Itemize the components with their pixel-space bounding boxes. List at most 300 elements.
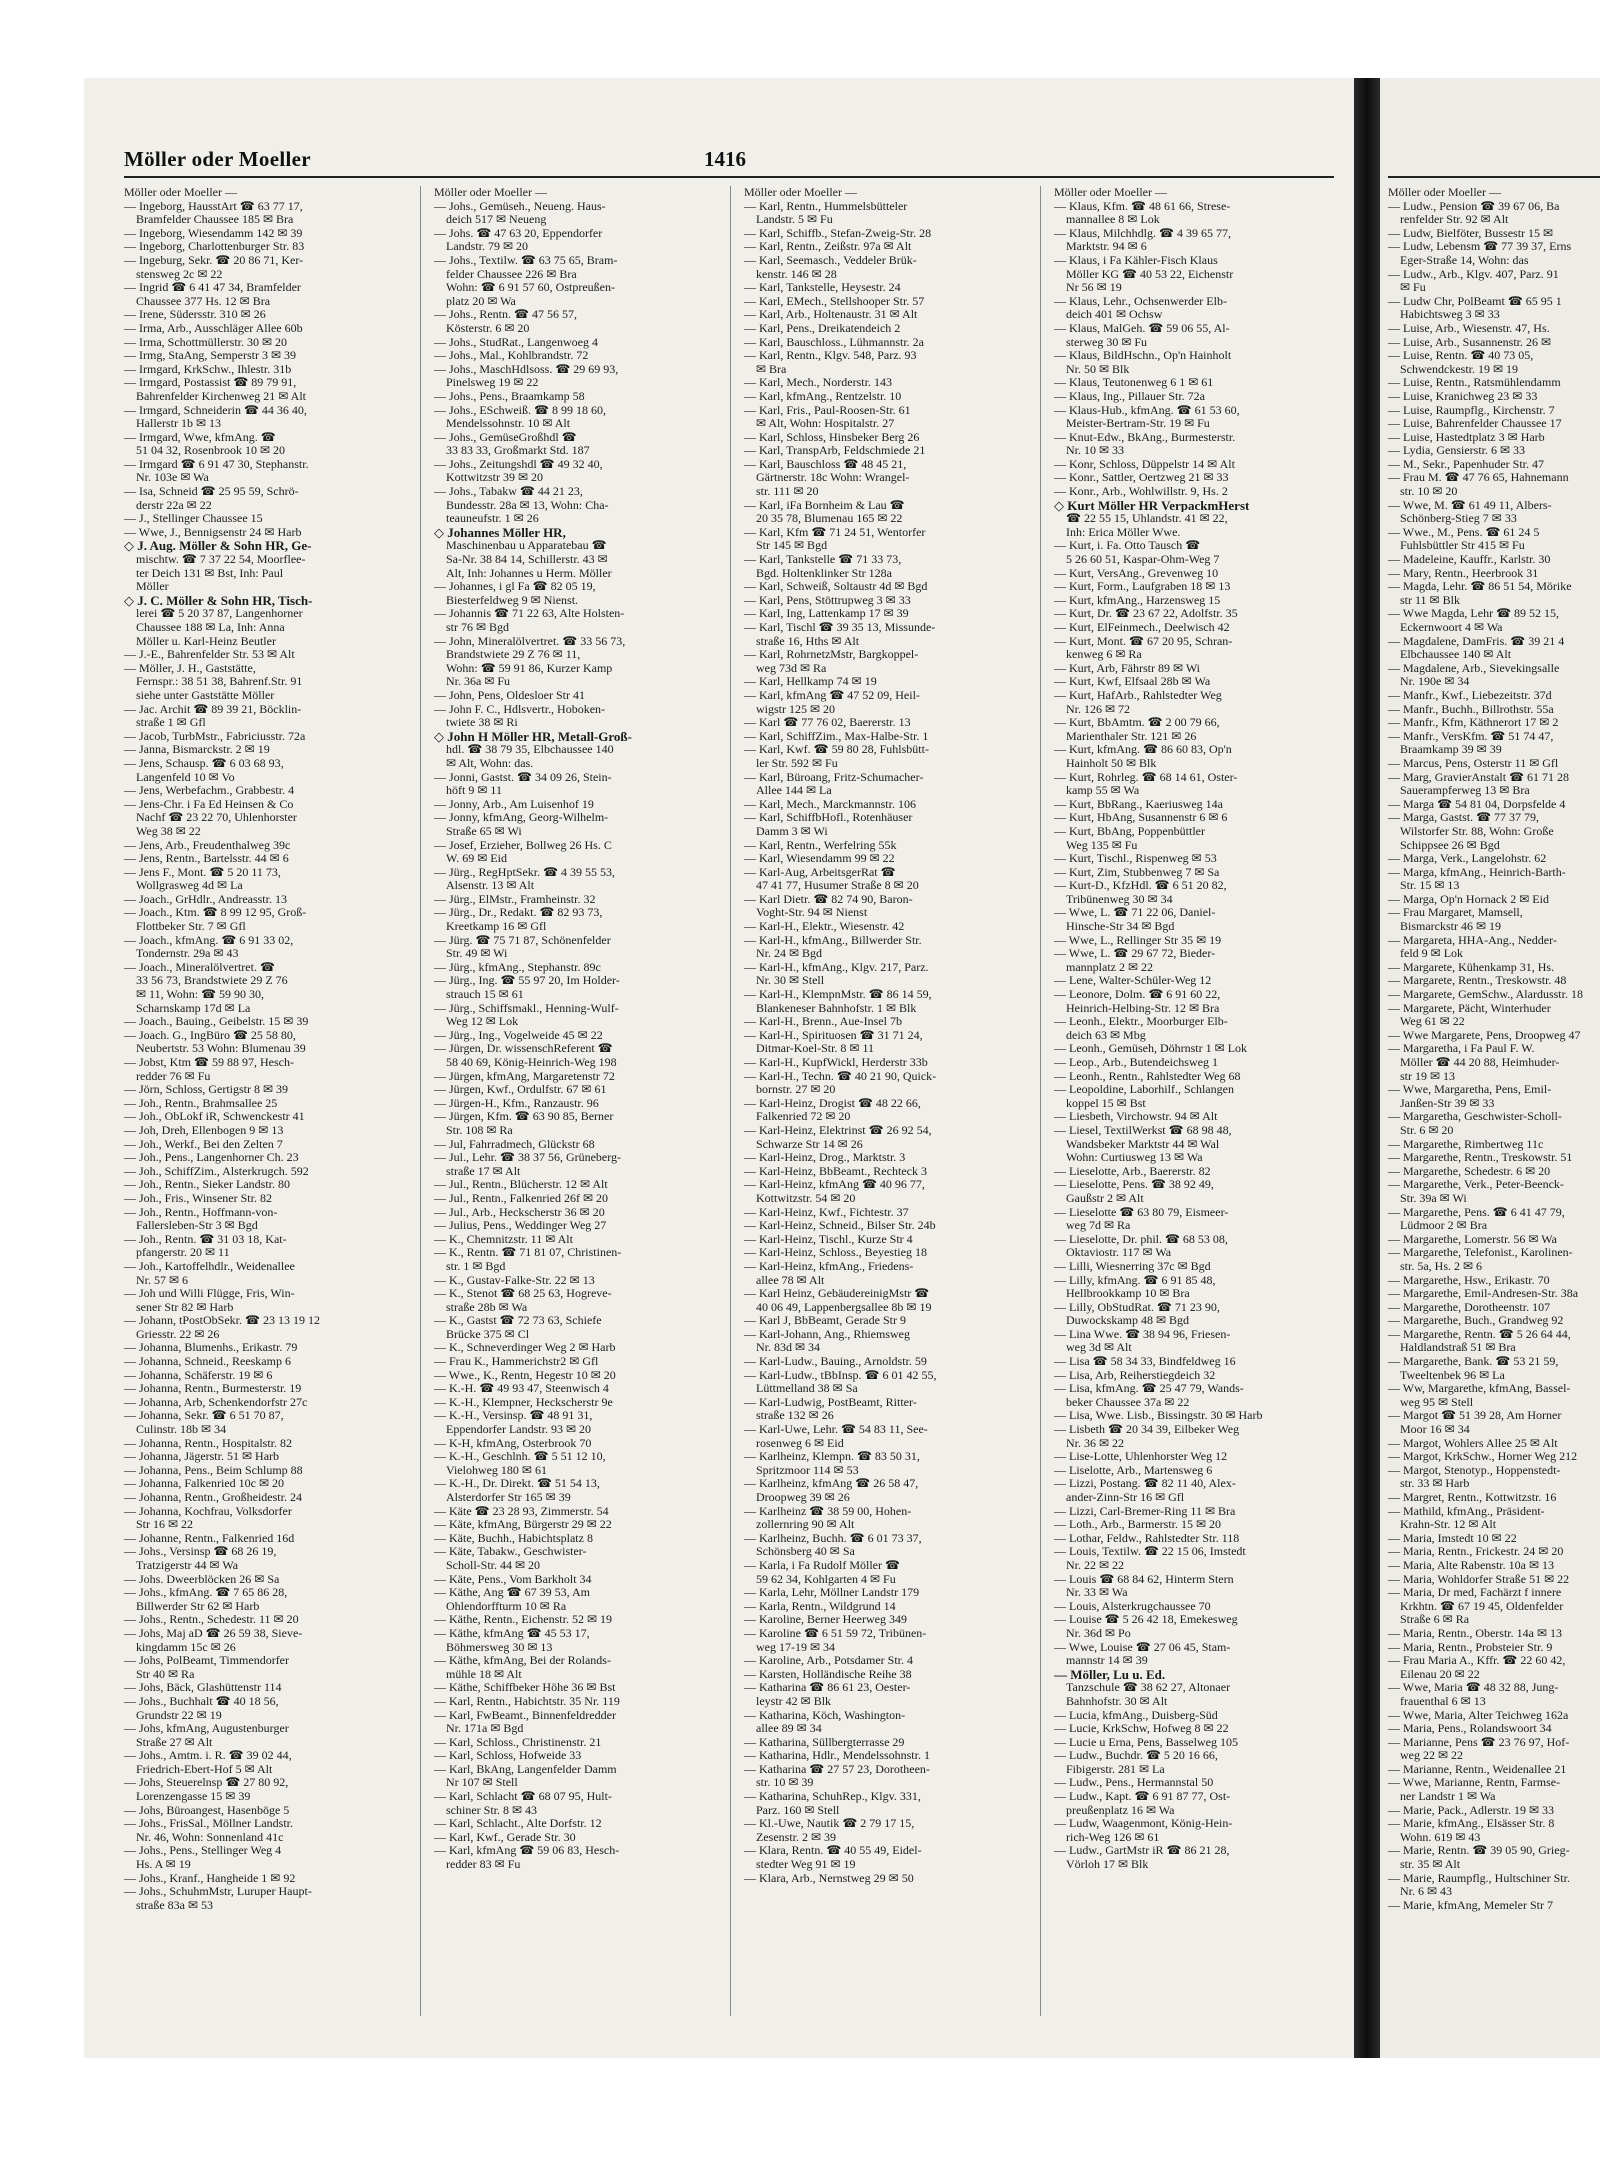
directory-entry: Nr. 24 ✉ Bgd	[756, 947, 823, 961]
directory-entry: — Karl-Uwe, Lehr. ☎ 54 83 11, See-	[744, 1423, 928, 1437]
directory-entry: kenweg 6 ✉ Ra	[1066, 648, 1142, 662]
directory-entry: ✉ Bra	[756, 362, 787, 376]
directory-entry: — Jul., Lehr. ☎ 38 37 56, Grüneberg-	[434, 1151, 622, 1165]
directory-entry: — Ingeborg, HausstArt ☎ 63 77 17,	[124, 199, 303, 213]
directory-entry: — K.-H., Klempner, Heckscherstr 9e	[434, 1395, 613, 1409]
directory-entry: — Jürg., kfmAng., Stephanstr. 89c	[434, 960, 601, 974]
directory-entry: — Jürg. ☎ 75 71 87, Schönenfelder	[434, 933, 611, 947]
column-entries	[1388, 200, 1600, 1913]
directory-entry: 5 26 60 51, Kaspar-Ohm-Weg 7	[1066, 553, 1220, 567]
directory-entry: — Karl, Tankstelle, Heysestr. 24	[744, 281, 901, 295]
directory-entry: — Klaus, Ing., Pillauer Str. 72a	[1054, 389, 1205, 403]
directory-entry: — Leop., Arb., Butendeichsweg 1	[1054, 1056, 1218, 1069]
directory-entry: — Karl-Heinz, Schneid., Bilser Str. 24b	[744, 1219, 936, 1233]
directory-entry: platz 20 ✉ Wa	[446, 294, 516, 308]
directory-entry: — Luise, Rentn. ☎ 40 73 05,	[1388, 349, 1534, 363]
directory-entry: — Jonni, Gastst. ☎ 34 09 26, Stein-	[434, 770, 612, 784]
directory-entry: — Lisa, kfmAng. ☎ 25 47 79, Wands-	[1054, 1382, 1244, 1396]
directory-entry: — Käthe, Ang ☎ 67 39 53, Am	[434, 1586, 590, 1600]
directory-entry: — K.-H., Geschlnh. ☎ 5 51 12 10,	[434, 1450, 606, 1464]
directory-entry: Hainholt 50 ✉ Blk	[1066, 756, 1157, 770]
directory-entry: Hallerstr 1b ✉ 13	[136, 417, 222, 431]
scan-background	[84, 78, 1600, 2058]
directory-entry: — Jac. Archit ☎ 89 39 21, Böcklin-	[124, 702, 302, 716]
directory-entry: — Margarethe, Rentn. ☎ 5 26 64 44,	[1388, 1327, 1571, 1341]
directory-entry: — Katharina, SchuhRep., Klgv. 331,	[744, 1790, 921, 1804]
directory-entry: — Karl-H., Brenn., Aue-Insel 7b	[744, 1015, 902, 1029]
directory-entry: — Joach., GrHdlr., Andreasstr. 13	[124, 892, 287, 906]
directory-entry: — Karl, RohrnetzMstr, Bargkoppel-	[744, 648, 919, 662]
directory-entry: Billwerder Str 62 ✉ Harb	[136, 1599, 260, 1613]
directory-entry: — Leonh., Rentn., Rahlstedter Weg 68	[1054, 1069, 1241, 1083]
directory-entry: — Karl, Rentn., Klgv. 548, Parz. 93	[744, 349, 917, 363]
directory-entry: ✉ Fu	[1400, 281, 1426, 295]
directory-entry: twiete 38 ✉ Ri	[446, 716, 518, 730]
directory-entry: wigstr 125 ✉ 20	[756, 702, 836, 716]
directory-entry: — Karl, Schiffb., Stefan-Zweig-Str. 28	[744, 226, 932, 240]
directory-entry: sener Str 82 ✉ Harb	[136, 1300, 234, 1314]
directory-entry: str. 10 ✉ 20	[1400, 485, 1458, 499]
directory-entry: Bramfelder Chaussee 185 ✉ Bra	[136, 213, 294, 227]
directory-entry: — Kurt, kfmAng. ☎ 86 60 83, Op'n	[1054, 743, 1232, 757]
directory-entry: Wohn: ☎ 59 91 86, Kurzer Kamp	[446, 661, 613, 675]
directory-entry: Friedrich-Ebert-Hof 5 ✉ Alt	[136, 1762, 273, 1776]
directory-entry: Nr. 50 ✉ Blk	[1066, 362, 1130, 376]
directory-entry: — Klaus, MalGeh. ☎ 59 06 55, Al-	[1054, 321, 1230, 335]
directory-entry: — Johs., Zeitungshdl ☎ 49 32 40,	[434, 457, 603, 471]
directory-entry: 51 04 32, Rosenbrook 10 ✉ 20	[136, 444, 286, 458]
directory-entry: — Joh., Rentn., Sieker Landstr. 80	[124, 1178, 290, 1192]
directory-entry: Marktstr. 94 ✉ 6	[1066, 240, 1147, 254]
directory-entry: — Luise, Kranichweg 23 ✉ 33	[1388, 389, 1538, 403]
directory-entry: — Marie, kfmAng, Memeler Str 7	[1388, 1898, 1553, 1912]
directory-entry: — Margarethe, Emil-Andresen-Str. 38a	[1388, 1287, 1579, 1301]
directory-entry: — Wwe, M. ☎ 61 49 11, Albers-	[1388, 498, 1552, 512]
directory-entry: — Luise, Rentn., Ratsmühlendamm	[1388, 376, 1561, 390]
directory-entry: — Joh und Willi Flügge, Fris, Win-	[124, 1287, 295, 1301]
directory-entry: — Leonh., Elektr., Moorburger Elb-	[1054, 1015, 1228, 1029]
directory-entry: koppel 15 ✉ Bst	[1066, 1096, 1146, 1110]
directory-entry: Nr. 6 ✉ 43	[1400, 1885, 1453, 1899]
directory-entry: deich 517 ✉ Neueng	[446, 213, 547, 227]
directory-entry: — Manfr., Buchh., Billrothstr. 55a	[1388, 702, 1554, 716]
directory-entry: — K.-H. ☎ 49 93 47, Steenwisch 4	[434, 1382, 609, 1396]
directory-entry: Biesterfeldweg 9 ✉ Nienst.	[446, 593, 579, 607]
directory-entry: — Johs., kfmAng. ☎ 7 65 86 28,	[124, 1586, 288, 1600]
page-title: Möller oder Moeller	[124, 147, 311, 171]
directory-entry: Duwockskamp 48 ✉ Bgd	[1066, 1314, 1190, 1328]
directory-entry: — Kurt, HafArb., Rahlstedter Weg	[1054, 688, 1222, 702]
directory-entry: — Maria, Alte Rabenstr. 10a ✉ 13	[1388, 1558, 1555, 1572]
directory-entry: — Ludw., Buchdr. ☎ 5 20 16 66,	[1054, 1749, 1218, 1763]
directory-entry: ander-Zinn-Str 16 ✉ Gfl	[1066, 1491, 1185, 1504]
directory-entry: — Käte ☎ 23 28 93, Zimmerstr. 54	[434, 1504, 609, 1518]
directory-entry: feld 9 ✉ Lok	[1400, 947, 1464, 961]
directory-entry: Weg 135 ✉ Fu	[1066, 838, 1138, 852]
directory-entry: deich 63 ✉ Mbg	[1066, 1028, 1146, 1042]
directory-entry: Nr. 10 ✉ 33	[1066, 444, 1125, 458]
directory-entry: — Jens F., Mont. ☎ 5 20 11 73,	[124, 865, 281, 879]
directory-entry: — Katharina, Süllbergterrasse 29	[744, 1735, 905, 1749]
directory-entry: — Marie, Rentn. ☎ 39 05 90, Grieg-	[1388, 1844, 1570, 1858]
directory-entry: — Karl-Heinz, kfmAng., Friedens-	[744, 1259, 914, 1273]
directory-entry: — Margarethe, Lomerstr. 56 ✉ Wa	[1388, 1232, 1557, 1246]
directory-entry: Straße 27 ✉ Alt	[136, 1735, 213, 1749]
directory-entry: Weg 12 ✉ Lok	[446, 1015, 519, 1029]
directory-entry: — Marie, Pack., Adlerstr. 19 ✉ 33	[1388, 1803, 1555, 1817]
directory-entry: — Marie, Raumpflg., Hultschiner Str.	[1388, 1871, 1570, 1885]
directory-entry: — Jonny, Arb., Am Luisenhof 19	[434, 797, 594, 811]
directory-entry: — Karl, Pens., Dreikatendeich 2	[744, 321, 901, 335]
directory-entry: Fuhlsbüttler Str 415 ✉ Fu	[1400, 539, 1525, 553]
directory-entry: — Johanna, Schneid., Reeskamp 6	[124, 1355, 291, 1369]
directory-entry: Krahn-Str. 12 ✉ Alt	[1400, 1518, 1497, 1532]
directory-entry: — Johanna, Rentn., Großheidestr. 24	[124, 1491, 302, 1504]
directory-entry: rosenweg 6 ✉ Eid	[756, 1436, 844, 1450]
directory-entry: — Karl-Aug, ArbeitsgerRat ☎	[744, 865, 896, 879]
directory-entry: Weg 38 ✉ 22	[136, 824, 201, 838]
directory-entry: — Leonh., Gemüseh, Döhrnstr 1 ✉ Lok	[1054, 1042, 1248, 1056]
directory-entry: — J., Stellinger Chaussee 15	[124, 512, 263, 526]
directory-entry: Gaußstr 2 ✉ Alt	[1066, 1191, 1144, 1205]
directory-entry: deich 401 ✉ Ochsw	[1066, 308, 1163, 322]
directory-entry: — Karl, Rentn., Zeißstr. 97a ✉ Alt	[744, 240, 912, 254]
directory-entry: Möller KG ☎ 40 53 22, Eichenstr	[1066, 267, 1234, 281]
directory-entry: — Lieselotte, Dr. phil. ☎ 68 53 08,	[1054, 1232, 1228, 1246]
directory-entry: Kottwitzstr 39 ✉ 20	[446, 471, 544, 485]
directory-entry: — Manfr., VersKfm. ☎ 51 74 47,	[1388, 729, 1554, 743]
directory-entry: — Joh., ObLokf iR, Schwenckestr 41	[124, 1110, 305, 1124]
directory-entry: — Luise, Bahrenfelder Chaussee 17	[1388, 417, 1562, 431]
directory-entry: — Maria, Imstedt 10 ✉ 22	[1388, 1531, 1517, 1545]
adjacent-page	[1380, 78, 1600, 2058]
directory-entry: — Johanne, Rentn., Falkenried 16d	[124, 1531, 295, 1545]
directory-entry: — Lieselotte ☎ 63 80 79, Eismeer-	[1054, 1205, 1229, 1219]
directory-entry: — Karl J, BbBeamt, Gerade Str 9	[744, 1314, 906, 1328]
directory-entry: — Karoline, Berner Heerweg 349	[744, 1613, 907, 1627]
directory-entry: Straße 6 ✉ Ra	[1400, 1613, 1470, 1627]
directory-entry: — Joh., Rentn., Hoffmann-von-	[124, 1205, 278, 1219]
directory-entry: — Johs., MaschHdlsoss. ☎ 29 69 93,	[434, 362, 619, 376]
directory-entry: — Maria, Pens., Rolandswoort 34	[1388, 1722, 1552, 1736]
directory-entry: — Ww, Margarethe, kfmAng, Bassel-	[1388, 1382, 1571, 1396]
directory-entry: weg 3d ✉ Alt	[1066, 1341, 1132, 1355]
directory-entry: — Luise, Raumpflg., Kirchenstr. 7	[1388, 403, 1555, 417]
directory-entry: — Jens, Arb., Freudenthalweg 39c	[124, 838, 291, 852]
directory-entry: weg 73d ✉ Ra	[756, 661, 827, 675]
directory-entry: — Manfr., Kfm, Käthnerort 17 ✉ 2	[1388, 716, 1559, 730]
book-spine	[1354, 78, 1380, 2058]
directory-entry: — Maria, Wohldorfer Straße 51 ✉ 22	[1388, 1572, 1570, 1586]
directory-entry: — Wwe, J., Bennigsenstr 24 ✉ Harb	[124, 525, 302, 539]
directory-entry: Str. 39a ✉ Wi	[1400, 1191, 1467, 1205]
directory-entry: — Jul, Fahrradmech, Glückstr 68	[434, 1137, 595, 1151]
directory-entry: allee 89 ✉ 34	[756, 1722, 822, 1736]
directory-entry: — Lilli, Wiesnerring 37c ✉ Bgd	[1054, 1259, 1211, 1273]
directory-entry: ◇ J. Aug. Möller & Sohn HR, Ge-	[124, 539, 312, 554]
directory-entry: str. 10 ✉ 39	[756, 1776, 814, 1790]
directory-entry: — Karl-Heinz, Schloss., Beyestieg 18	[744, 1246, 927, 1260]
directory-entry: kenstr. 146 ✉ 28	[756, 267, 837, 281]
directory-entry: — Madeleine, Kauffr., Karlstr. 30	[1388, 553, 1551, 567]
directory-entry: — Wwe, L. ☎ 29 67 72, Bieder-	[1054, 947, 1216, 961]
directory-entry: Landstr. 5 ✉ Fu	[756, 213, 833, 227]
directory-entry: — Margarethe, Buch., Grandweg 92	[1388, 1314, 1564, 1328]
directory-entry: — Marianne, Rentn., Weidenallee 21	[1388, 1762, 1567, 1776]
directory-entry: — Kurt, Form., Laufgraben 18 ✉ 13	[1054, 580, 1231, 594]
directory-entry: — Karl Dietr. ☎ 82 74 90, Baron-	[744, 892, 913, 906]
directory-entry: — Karl, Tischl ☎ 39 35 13, Missunde-	[744, 621, 936, 634]
directory-entry: Nr. 46, Wohn: Sonnenland 41c	[136, 1830, 284, 1844]
directory-entry: — Karl, SchiffZim., Max-Halbe-Str. 1	[744, 729, 929, 743]
directory-entry: — Margot, KrkSchw., Horner Weg 212	[1388, 1450, 1578, 1464]
directory-entry: — Karl-Heinz, Drog., Marktstr. 3	[744, 1151, 906, 1165]
directory-entry: — Marga, Gastst. ☎ 77 37 79,	[1388, 811, 1540, 825]
directory-entry: — K.-H., Dr. Direkt. ☎ 51 54 13,	[434, 1477, 600, 1491]
directory-entry: — Lieselotte, Arb., Baererstr. 82	[1054, 1164, 1211, 1178]
directory-entry: — Karl, Bauschloss ☎ 48 45 21,	[744, 457, 907, 471]
directory-entry: Spritzmoor 114 ✉ 53	[756, 1463, 859, 1477]
directory-entry: Schönberg-Stieg 7 ✉ 33	[1400, 512, 1517, 526]
directory-entry: Vielohweg 180 ✉ 61	[446, 1463, 547, 1477]
directory-entry: felder Chaussee 226 ✉ Bra	[446, 267, 577, 281]
directory-entry: — Johanna, Jägerstr. 51 ✉ Harb	[124, 1450, 280, 1464]
directory-entry: Möller ☎ 44 20 88, Heimhuder-	[1400, 1056, 1560, 1069]
directory-entry: — Julius, Pens., Weddinger Weg 27	[434, 1219, 607, 1233]
directory-entry: — Lucia, kfmAng., Duisberg-Süd	[1054, 1708, 1218, 1722]
directory-entry: Nr. 30 ✉ Stell	[756, 974, 825, 988]
adjacent-page-header	[1388, 136, 1600, 178]
directory-entry: schiner Str. 8 ✉ 43	[446, 1803, 538, 1817]
directory-entry: — Karl-Heinz, Drogist ☎ 48 22 66,	[744, 1096, 921, 1110]
directory-entry: — Margaretha, i Fa Paul F. W.	[1388, 1042, 1535, 1056]
directory-entry: Schippsee 26 ✉ Bgd	[1400, 838, 1500, 852]
directory-entry: Ditmar-Koel-Str. 8 ✉ 11	[756, 1042, 875, 1056]
directory-entry: Str 40 ✉ Ra	[136, 1667, 195, 1681]
directory-entry: — Irmgard, Wwe, kfmAng. ☎	[124, 430, 276, 444]
directory-entry: weg 22 ✉ 22	[1400, 1749, 1464, 1763]
directory-entry: — Joh, Dreh, Ellenbogen 9 ✉ 13	[124, 1123, 284, 1137]
directory-entry: — Jens, Werbefachm., Grabbestr. 4	[124, 784, 295, 798]
directory-entry: Eilenau 20 ✉ 22	[1400, 1667, 1480, 1681]
page-header	[124, 136, 1334, 178]
directory-entry: — Jens, Schausp. ☎ 6 03 68 93,	[124, 756, 284, 770]
directory-entry: — Karoline, Arb., Potsdamer Str. 4	[744, 1654, 913, 1668]
directory-entry: — K., Rentn. ☎ 71 81 07, Christinen-	[434, 1246, 622, 1260]
directory-entry: — Maria, Dr med, Fachärzt f innere	[1388, 1586, 1562, 1600]
directory-entry: Wohn. 619 ✉ 43	[1400, 1830, 1481, 1844]
column-heading: Möller oder Moeller —	[1388, 186, 1501, 199]
directory-entry: — Lene, Walter-Schüler-Weg 12	[1054, 974, 1212, 988]
directory-entry: Wohn: ☎ 6 91 57 60, Ostpreußen-	[446, 281, 615, 295]
directory-entry: — Möller, Lu u. Ed.	[1054, 1667, 1166, 1682]
directory-entry: — Karl, Arb., Holtenaustr. 31 ✉ Alt	[744, 308, 918, 322]
directory-entry: — Irma, Arb., Ausschläger Allee 60b	[124, 321, 303, 335]
directory-entry: — Johs., Amtm. i. R. ☎ 39 02 44,	[124, 1749, 292, 1763]
column-entries	[1054, 200, 1336, 1872]
column-heading: Möller oder Moeller —	[744, 186, 857, 199]
directory-entry: — Möller, J. H., Gaststätte,	[124, 661, 256, 675]
directory-entry: — Knut-Edw., BkAng., Burmesterstr.	[1054, 430, 1236, 444]
directory-entry: — Margarethe, Verk., Peter-Beenck-	[1388, 1178, 1564, 1192]
directory-entry: renfelder Str. 92 ✉ Alt	[1400, 213, 1509, 227]
directory-entry: — Jörn, Schloss, Gertigstr 8 ✉ 39	[124, 1083, 289, 1097]
directory-entry: 47 41 77, Husumer Straße 8 ✉ 20	[756, 879, 919, 893]
directory-entry: Allee 144 ✉ La	[756, 784, 832, 798]
directory-entry: — Louis, Textilw. ☎ 22 15 06, Imstedt	[1054, 1545, 1246, 1559]
directory-entry: Langenfeld 10 ✉ Vo	[136, 770, 235, 784]
directory-entry: straße 83a ✉ 53	[136, 1898, 214, 1912]
directory-entry: lerei ☎ 5 20 37 87, Langenhorner	[136, 607, 303, 621]
directory-entry: Wilstorfer Str. 88, Wohn: Große	[1400, 824, 1554, 838]
directory-entry: rich-Weg 126 ✉ 61	[1066, 1830, 1160, 1844]
directory-entry: — Karl, Bauschloss., Lühmannstr. 2a	[744, 335, 924, 349]
directory-entry: — Katharina ☎ 86 61 23, Oester-	[744, 1681, 911, 1695]
directory-entry: — Margarethe, Rentn., Treskowstr. 51	[1388, 1151, 1573, 1165]
directory-entry: — Jonny, kfmAng, Georg-Wilhelm-	[434, 811, 609, 825]
directory-entry: — Lina Wwe. ☎ 38 94 96, Friesen-	[1054, 1327, 1231, 1341]
directory-entry: — Joach. G., IngBüro ☎ 25 58 80,	[124, 1028, 296, 1042]
directory-entry: — Johannes, i gl Fa ☎ 82 05 19,	[434, 580, 596, 594]
directory-entry: — Lisa ☎ 58 34 33, Bindfeldweg 16	[1054, 1355, 1236, 1369]
directory-entry: — Jürg., RegHptSekr. ☎ 4 39 55 53,	[434, 865, 616, 879]
directory-entry: — Jürgen, kfmAng, Margaretenstr 72	[434, 1069, 615, 1083]
directory-entry: derstr 22a ✉ 22	[136, 498, 212, 512]
directory-entry: 20 35 78, Blumenau 165 ✉ 22	[756, 512, 903, 526]
directory-entry: Bgd. Holtenklinker Str 128a	[756, 566, 892, 580]
directory-entry: — Johanna, Sekr. ☎ 6 51 70 87,	[124, 1409, 284, 1423]
directory-entry: — Karl, Hellkamp 74 ✉ 19	[744, 675, 877, 689]
directory-entry: — Margarethe, Bank. ☎ 53 21 59,	[1388, 1355, 1559, 1369]
directory-entry: weg 95 ✉ Stell	[1400, 1395, 1474, 1409]
directory-entry: — Janna, Bismarckstr. 2 ✉ 19	[124, 743, 270, 757]
directory-entry: — Klara, Rentn. ☎ 40 55 49, Eidel-	[744, 1844, 922, 1858]
directory-entry: — Lilly, kfmAng. ☎ 6 91 85 48,	[1054, 1273, 1216, 1287]
directory-entry: teauneufstr. 1 ✉ 26	[446, 512, 539, 526]
directory-entry: Wandsbeker Marktstr 44 ✉ Wal	[1066, 1137, 1220, 1151]
directory-entry: — Käte, Buchh., Habichtsplatz 8	[434, 1531, 593, 1545]
directory-entry: — Ingeburg, Sekr. ☎ 20 86 71, Ker-	[124, 253, 304, 267]
directory-entry: str 19 ✉ 13	[1400, 1069, 1456, 1083]
directory-entry: straße 16, Hths ✉ Alt	[756, 634, 860, 648]
directory-entry: — Karl, Seemasch., Veddeler Brük-	[744, 253, 917, 267]
directory-entry: — Irmgard, Schneiderin ☎ 44 36 40,	[124, 403, 307, 417]
directory-entry: — Karl, Tankstelle ☎ 71 33 73,	[744, 553, 902, 567]
directory-entry: Bahrenfelder Kirchenweg 21 ✉ Alt	[136, 389, 306, 403]
directory-entry: Fernspr.: 38 51 38, Bahrenf.Str. 91	[136, 675, 303, 689]
directory-entry: — Jens, Rentn., Bartelsstr. 44 ✉ 6	[124, 852, 289, 866]
directory-entry: — Margareta, HHA-Ang., Nedder-	[1388, 933, 1557, 947]
directory-entry: — Karl-H., Elektr., Wiesenstr. 42	[744, 920, 905, 934]
directory-entry: — Karl-H., KlempnMstr. ☎ 86 14 59,	[744, 988, 932, 1002]
directory-entry: — Margarete, Rentn., Treskowstr. 48	[1388, 974, 1567, 988]
directory-entry: Kreetkamp 16 ✉ Gfl	[446, 920, 547, 934]
directory-entry: — Margarete, GemSchw., Alardusstr. 18	[1388, 988, 1583, 1002]
directory-entry: — K., Chemnitzstr. 11 ✉ Alt	[434, 1232, 573, 1246]
directory-entry: — Johanna, Rentn., Hospitalstr. 82	[124, 1436, 292, 1450]
directory-entry: — Karl Heinz, GebäudereinigMstr ☎	[744, 1287, 930, 1301]
directory-entry: — Marga ☎ 54 81 04, Dorpsfelde 4	[1388, 797, 1566, 811]
directory-entry: Krkhtn. ☎ 67 19 45, Oldenfelder	[1400, 1599, 1564, 1613]
directory-entry: kingdamm 15c ✉ 26	[136, 1640, 236, 1654]
directory-entry: Pinelsweg 19 ✉ 22	[446, 376, 539, 390]
directory-entry: — Karl-Heinz, BbBeamt., Rechteck 3	[744, 1164, 927, 1178]
directory-entry: ◇ J. C. Möller & Sohn HR, Tisch-	[124, 593, 313, 608]
directory-entry: — Karl, kfmAng., Rentzelstr. 10	[744, 389, 902, 403]
directory-entry: Oktaviostr. 117 ✉ Wa	[1066, 1246, 1172, 1260]
directory-entry: 33 56 73, Brandstwiete 29 Z 76	[136, 974, 288, 988]
directory-entry: — Klaus, Milchhdlg. ☎ 4 39 65 77,	[1054, 226, 1231, 240]
directory-entry: — Frau M. ☎ 47 76 65, Hahnemann	[1388, 471, 1569, 485]
column-divider	[730, 186, 731, 2016]
directory-page	[84, 78, 1354, 2058]
directory-entry: str. 5a, Hs. 2 ✉ 6	[1400, 1259, 1483, 1273]
directory-entry: Schönsberg 40 ✉ Sa	[756, 1545, 855, 1559]
directory-entry: — Joh., Kartoffelhdlr., Weidenallee	[124, 1259, 295, 1273]
directory-entry: — Johanna, Pens., Beim Schlump 88	[124, 1463, 303, 1477]
directory-entry: Nr. 83d ✉ 34	[756, 1341, 821, 1355]
directory-entry: — Jürg., Ing. ☎ 55 97 20, Im Holder-	[434, 974, 620, 988]
directory-entry: — Karl-H., kfmAng., Billwerder Str.	[744, 933, 922, 947]
directory-entry: — Johanna, Arb, Schenkendorfstr 27c	[124, 1395, 308, 1409]
directory-entry: Nr. 36d ✉ Po	[1066, 1626, 1131, 1640]
directory-entry: Möller u. Karl-Heinz Beutler	[136, 634, 276, 648]
directory-entry: Maschinenbau u Apparatebau ☎	[446, 539, 607, 553]
directory-entry: — Karl, Schweiß, Soltaustr 4d ✉ Bgd	[744, 580, 928, 594]
directory-entry: redder 76 ✉ Fu	[136, 1069, 211, 1083]
directory-entry: Nr 56 ✉ 19	[1066, 281, 1122, 295]
directory-entry: Hinsche-Str 34 ✉ Bgd	[1066, 920, 1175, 934]
directory-entry: — Wwe, L. ☎ 71 22 06, Daniel-	[1054, 906, 1216, 920]
directory-entry: — Margarethe, Pens. ☎ 6 41 47 79,	[1388, 1205, 1565, 1219]
directory-entry: — Karl, TranspArb, Feldschmiede 21	[744, 444, 926, 458]
directory-entry: — Karl-H., kfmAng., Klgv. 217, Parz.	[744, 960, 929, 974]
directory-entry: — Johs, Büroangest, Hasenböge 5	[124, 1803, 290, 1817]
directory-entry: — Isa, Schneid ☎ 25 95 59, Schrö-	[124, 485, 299, 499]
directory-entry: — Johanna, Kochfrau, Volksdorfer	[124, 1504, 292, 1518]
directory-entry: — Lothar, Feldw., Rahlstedter Str. 118	[1054, 1531, 1240, 1545]
directory-entry: — Jürgen, Dr. wissenschReferent ☎	[434, 1042, 613, 1056]
directory-entry: — Manfr., Kwf., Liebezeitstr. 37d	[1388, 688, 1552, 702]
directory-entry: Böhmersweg 30 ✉ 13	[446, 1640, 553, 1654]
directory-entry: — Joh., Rentn. ☎ 31 03 18, Kat-	[124, 1232, 287, 1246]
directory-entry: — Joach., kfmAng. ☎ 6 91 33 02,	[124, 933, 294, 947]
directory-entry: Tondernstr. 29a ✉ 43	[136, 947, 239, 961]
directory-entry: Chaussee 377 Hs. 12 ✉ Bra	[136, 294, 271, 308]
directory-entry: Wohn: Curtiusweg 13 ✉ Wa	[1066, 1151, 1203, 1165]
directory-entry: — Margarete, Kühenkamp 31, Hs.	[1388, 960, 1555, 974]
directory-entry: — Maria, Rentn., Oberstr. 14a ✉ 13	[1388, 1626, 1563, 1640]
directory-entry: str 76 ✉ Bgd	[446, 621, 510, 634]
directory-entry: — Wwe, Marianne, Rentn, Farmse-	[1388, 1776, 1561, 1790]
directory-entry: Falkenried 72 ✉ 20	[756, 1110, 851, 1124]
directory-entry: — Katharina, Hdlr., Mendelssohnstr. 1	[744, 1749, 930, 1763]
directory-entry: — K.-H., Versinsp. ☎ 48 91 31,	[434, 1409, 593, 1423]
directory-entry: — Kurt, ElFeinmech., Deelwisch 42	[1054, 621, 1230, 634]
directory-entry: — Wwe, L., Rellinger Str 35 ✉ 19	[1054, 933, 1222, 947]
directory-entry: — Karl, Kwf. ☎ 59 80 28, Fuhlsbütt-	[744, 743, 929, 757]
directory-entry: — Kurt, Mont. ☎ 67 20 95, Schran-	[1054, 634, 1233, 648]
directory-entry: — Klaus-Hub., kfmAng. ☎ 61 53 60,	[1054, 403, 1240, 417]
directory-entry: stedter Weg 91 ✉ 19	[756, 1858, 856, 1872]
directory-entry: — J.-E., Bahrenfelder Str. 53 ✉ Alt	[124, 648, 295, 662]
directory-entry: — Käthe, Schiffbeker Höhe 36 ✉ Bst	[434, 1681, 616, 1695]
directory-entry: Hellbrookkamp 10 ✉ Bra	[1066, 1287, 1190, 1301]
directory-entry: — Karlheinz ☎ 38 59 00, Hohen-	[744, 1504, 912, 1518]
directory-entry: — Marga, Op'n Hornack 2 ✉ Eid	[1388, 892, 1549, 906]
directory-entry: — Magda, Lehr. ☎ 86 51 54, Mörike	[1388, 580, 1572, 594]
directory-entry: Haldlandstraß 51 ✉ Bra	[1400, 1341, 1516, 1355]
